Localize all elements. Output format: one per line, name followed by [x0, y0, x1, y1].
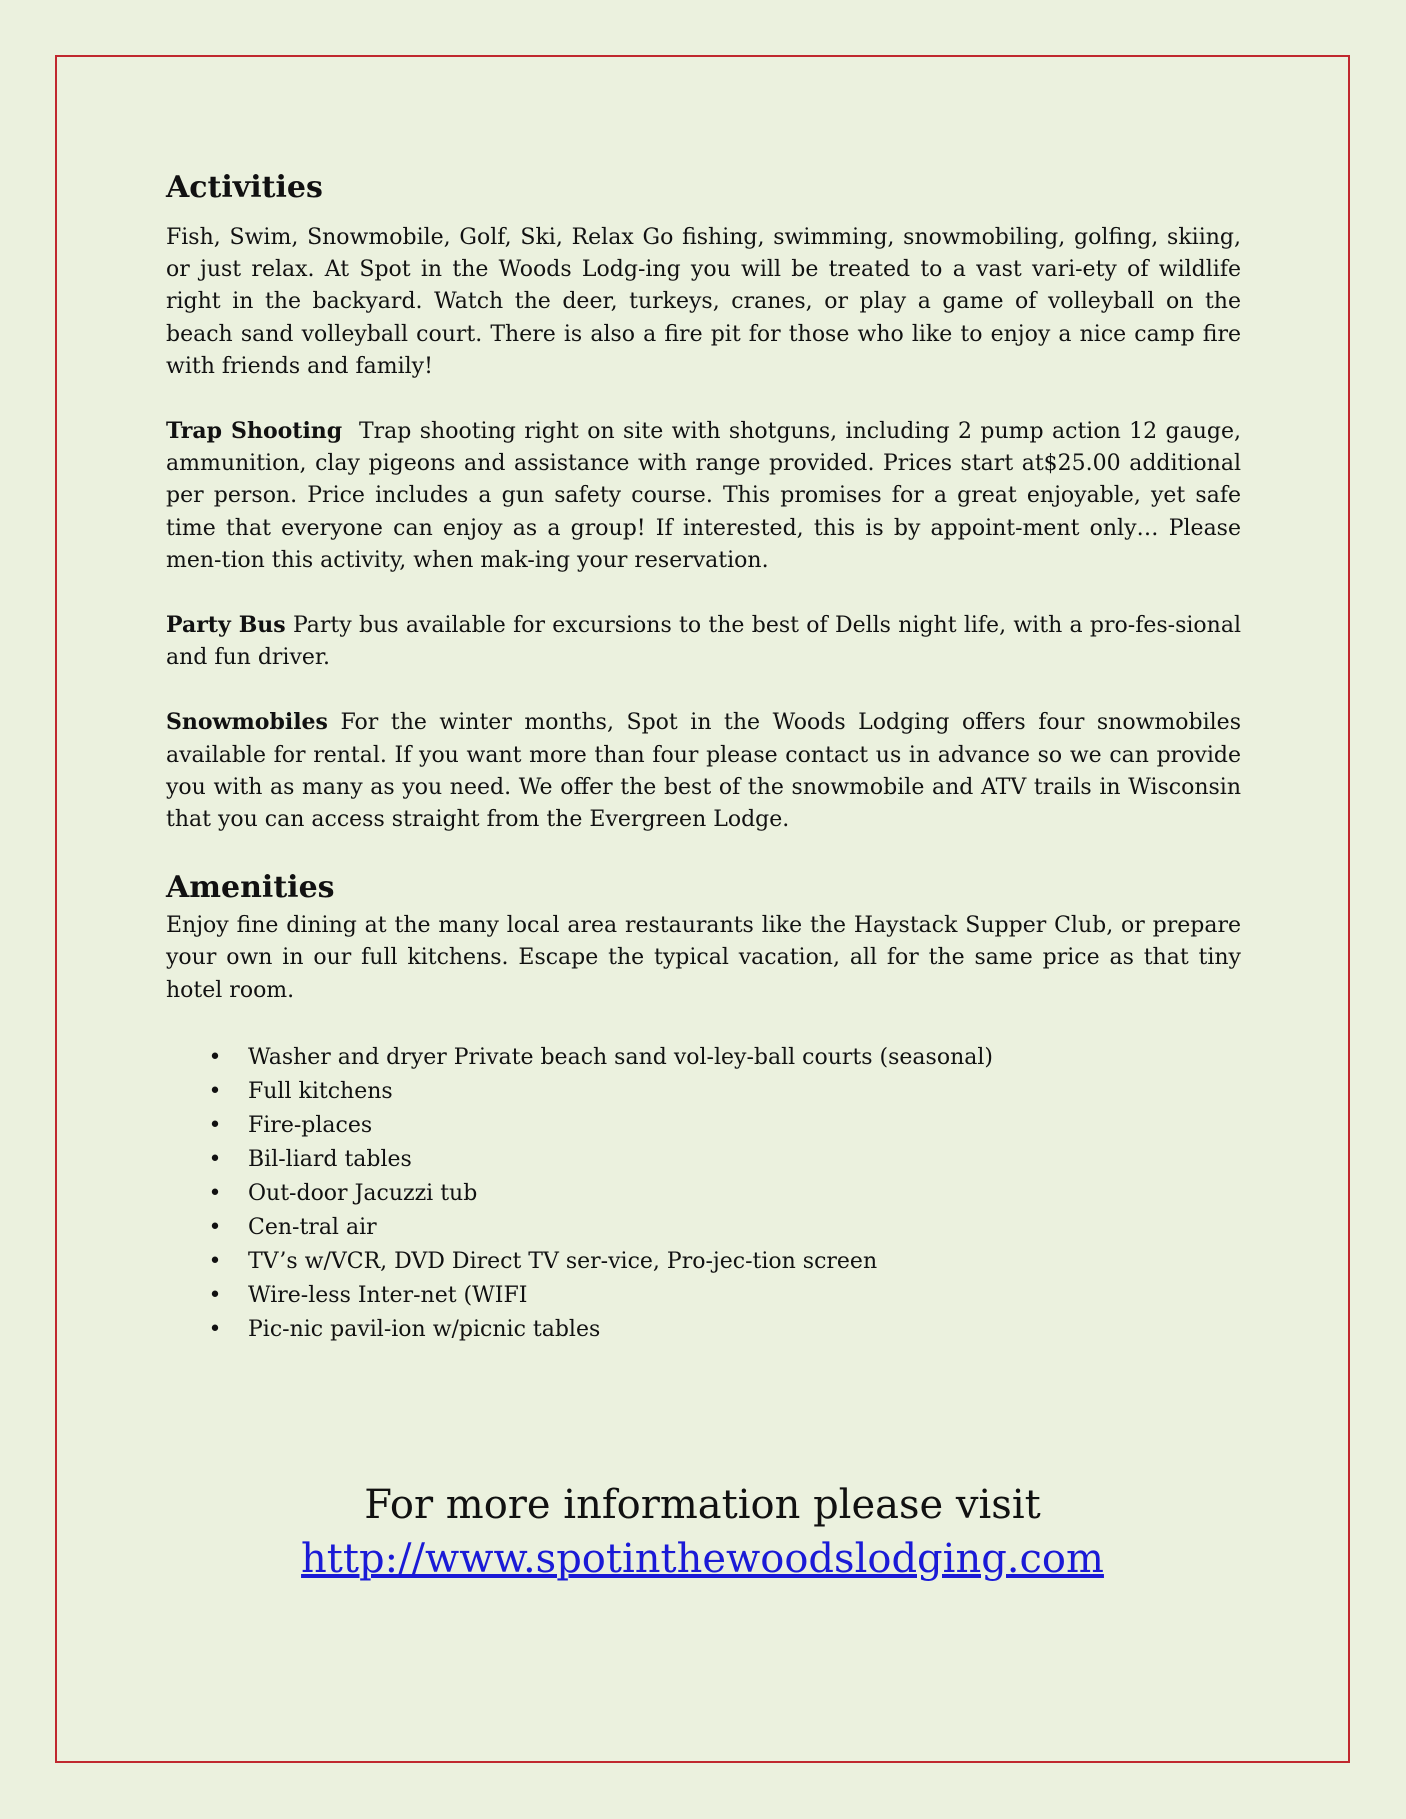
- bullet-icon: •: [208, 1282, 222, 1308]
- bullet-icon: •: [208, 1316, 222, 1342]
- activity-trap-shooting: [166, 415, 1248, 577]
- list-item: [208, 1211, 1241, 1245]
- amenities-heading: Amenities: [166, 870, 335, 906]
- list-item-text: Fire-places: [248, 1112, 373, 1138]
- list-item: [208, 1075, 1241, 1109]
- list-item: [208, 1041, 1241, 1075]
- list-item-text: Wire-less Inter-net (WIFI: [248, 1282, 528, 1308]
- list-item-text: Cen-tral air: [248, 1214, 377, 1240]
- activity-text: For the winter months, Spot in the Woods Lodging offers four snowmobiles available for rental. If you want more than four please contact us in advance so we can provide you with as many as you need. We offer the best of the snowmobile and ATV trails in Wisconsin that you can access straight from the Evergreen Lodge.: [166, 710, 1248, 833]
- list-item: [208, 1109, 1241, 1143]
- activity-title: Trap Shooting: [166, 418, 343, 445]
- list-item-text: Full kitchens: [248, 1078, 393, 1104]
- list-item: [208, 1279, 1241, 1313]
- bullet-icon: •: [208, 1248, 222, 1274]
- amenities-intro: Enjoy fine dining at the many local area restaurants like the Haystack Supper Club, or prepare your own in our full kitchens. Escape the typical vacation, all for the same price as that tiny hotel room.: [166, 913, 1241, 1003]
- activity-text: Party bus available for excursions to the best of Dells night life, with a pro-fes-sional and fun driver.: [166, 613, 1248, 671]
- website-link[interactable]: http://www.spotinthewoodslodging.com: [301, 1536, 1104, 1582]
- footer: [55, 1478, 1350, 1586]
- list-item-text: Washer and dryer Private beach sand vol-ley-ball courts (seasonal): [248, 1044, 993, 1070]
- list-item-text: TV’s w/VCR, DVD Direct TV ser-vice, Pro-jec-tion screen: [248, 1248, 878, 1274]
- amenities-list: [166, 1041, 1241, 1347]
- list-item: [208, 1177, 1241, 1211]
- list-item: [208, 1143, 1241, 1177]
- main-content: [166, 166, 1248, 1347]
- activities-intro: Fish, Swim, Snowmobile, Golf, Ski, Relax Go fishing, swimming, snowmobiling, golfing, skiing, or just relax. At Spot in the Woods Lodg-ing you will be treated to a vast vari-ety of wildlife right in the backyard. Watch the deer, turkeys, cranes, or play a game of volleyball on the beach sand volleyball court. There is also a fire pit for those who like to enjoy a nice camp fire with friends and family!: [166, 225, 1241, 379]
- activity-title: Snowmobiles: [166, 709, 328, 736]
- activity-party-bus: [166, 609, 1248, 674]
- bullet-icon: •: [208, 1112, 222, 1138]
- list-item: [208, 1313, 1241, 1347]
- list-item-text: Pic-nic pavil-ion w/picnic tables: [248, 1316, 601, 1342]
- list-item-text: Out-door Jacuzzi tub: [248, 1180, 478, 1206]
- footer-text: For more information please visit: [364, 1482, 1041, 1528]
- activity-text: Trap shooting right on site with shotguns, including 2 pump action 12 gauge, ammunition, clay pigeons and assistance with range provided. Prices start at$25.00 additional per person. Price includes a gun safety course. This promises for a great enjoyable, yet safe time that everyone can enjoy as a group! If interested, this is by appoint-ment only… Please men-tion this activity, when mak-ing your reservation.: [166, 419, 1248, 573]
- bullet-icon: •: [208, 1044, 222, 1070]
- bullet-icon: •: [208, 1078, 222, 1104]
- activity-snowmobiles: [166, 706, 1248, 836]
- bullet-icon: •: [208, 1214, 222, 1240]
- list-item-text: Bil-liard tables: [248, 1146, 412, 1172]
- list-item: [208, 1245, 1241, 1279]
- bullet-icon: •: [208, 1180, 222, 1206]
- activity-title: Party Bus: [166, 612, 286, 639]
- activities-heading: Activities: [166, 170, 323, 205]
- bullet-icon: •: [208, 1146, 222, 1172]
